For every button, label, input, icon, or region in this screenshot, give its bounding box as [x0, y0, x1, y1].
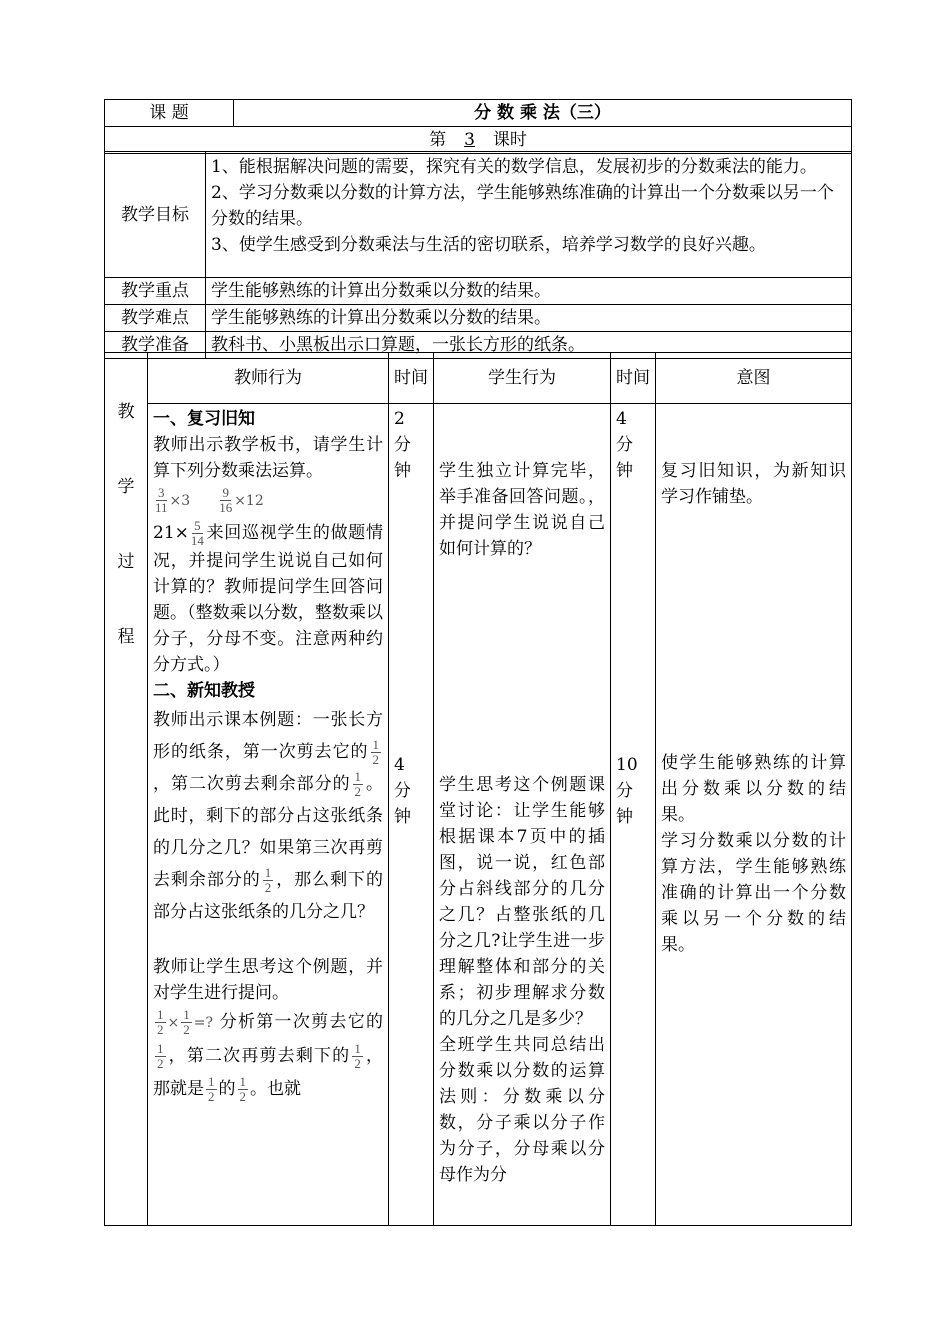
session-number: 3 [464, 130, 475, 150]
topic-label: 课 题 [105, 100, 234, 127]
time2a-line2: 分 [616, 435, 633, 455]
teacher-header: 教师行为 [148, 353, 389, 404]
frac-num: 3 [158, 485, 165, 500]
preparation-label: 教学准备 [105, 332, 206, 359]
time2-cell [611, 404, 656, 1226]
section1-title: 一、复习旧知 [153, 409, 255, 429]
difficulty-content: 学生能够熟练的计算出分数乘以分数的结果。 [206, 305, 852, 332]
objective-3: 3、使学生感受到分数乘法与生活的密切联系，培养学习数学的良好兴趣。 [211, 235, 766, 255]
frac-num: 5 [194, 518, 201, 533]
time1b-line1: 4 [394, 755, 405, 775]
frac-den: 2 [157, 1022, 164, 1037]
section2-f: 分析第一次剪去它的 [219, 1012, 384, 1032]
frac-num: 1 [354, 1041, 361, 1056]
frac-den: 2 [208, 1089, 215, 1104]
expr2-op: ×12 [234, 493, 264, 509]
lesson-title: 分 数 乘 法（三） [234, 100, 852, 127]
intent-header: 意图 [656, 353, 852, 404]
time2a-line1: 4 [616, 409, 627, 429]
intent-cell [656, 404, 852, 1226]
fraction-3-11 [155, 486, 168, 515]
spacer [153, 928, 383, 954]
section2-h: ，那就是 [153, 1046, 384, 1099]
spacer [661, 406, 846, 458]
difficulty-label: 教学难点 [105, 305, 206, 332]
intent-a: 复习旧知识，为新知识学习作铺垫。 [661, 461, 846, 507]
expr3-prefix: 21× [153, 523, 189, 543]
time1a-line2: 分 [394, 435, 411, 455]
frac-den: 16 [219, 500, 233, 515]
objectives-content [206, 152, 852, 278]
section2-h-mid: 的 [218, 1079, 236, 1099]
fraction-half [155, 1008, 166, 1037]
equals-op: =? [193, 1015, 213, 1031]
spacer [439, 562, 605, 772]
key-point-label: 教学重点 [105, 278, 206, 305]
fraction-half [181, 1008, 192, 1037]
time1a-line1: 2 [394, 409, 405, 429]
session-prefix: 第 [429, 130, 447, 150]
time2b-line3: 钟 [616, 807, 633, 827]
section2-a: 教师出示课本例题：一张长方形的纸条，第一次剪去它的 [153, 710, 383, 762]
spacer [394, 484, 428, 752]
time2-header: 时间 [611, 353, 656, 404]
student-b: 学生思考这个例题课堂讨论：让学生能够根据课本7页中的插图，说一说，红色部分占斜线部分的几分之几？占整张纸的几分之几?让学生进一步理解整体和部分的关系；初步理解求分数的几分之几是多少？ [439, 775, 605, 1029]
frac-den: 2 [354, 784, 362, 799]
fraction-half [263, 866, 274, 895]
section1-text: 来回巡视学生的做题情况，并提问学生说说自己如何计算的？教师提问学生回答问题。（整数乘以分数，整数乘以分子，分母不变。注意两种约分方式。） [153, 523, 383, 675]
section2-analysis [153, 1006, 383, 1106]
fraction-half [155, 1042, 166, 1071]
fraction-5-14 [191, 519, 204, 548]
frac-num: 1 [354, 769, 362, 784]
time2b-line1: 10 [616, 755, 638, 775]
fraction-half [371, 738, 382, 767]
fraction-half [352, 1042, 363, 1071]
session-row [105, 127, 852, 154]
header-table [104, 99, 852, 154]
side-char-3: 过 [117, 552, 135, 572]
student-a: 学生独立计算完毕，举手准备回答问题。，并提问学生说说自己如何计算的？ [439, 461, 605, 559]
expr1-op: ×3 [169, 493, 191, 509]
section2-d: ，那么剩下的部分占这张纸条的几分之几？ [153, 870, 383, 922]
fraction-9-16 [219, 486, 232, 515]
time1b-line2: 分 [394, 781, 411, 801]
side-char-2: 学 [117, 477, 135, 497]
frac-den: 14 [190, 533, 204, 548]
section2-b: ，第二次剪去剩余部分的 [153, 774, 351, 794]
frac-den: 2 [354, 1056, 361, 1071]
time1-cell [389, 404, 434, 1226]
spacer [439, 406, 605, 458]
section2-title: 二、新知教授 [153, 681, 255, 701]
section2-g: ，第二次再剪去剩下的 [167, 1046, 351, 1066]
frac-den: 2 [372, 752, 379, 767]
student-header: 学生行为 [434, 353, 611, 404]
fraction-half [238, 1075, 249, 1104]
section2-prompt: 教师让学生思考这个例题，并对学生进行提问。 [153, 957, 383, 1003]
fraction-half [353, 770, 364, 799]
side-char-1: 教 [117, 402, 135, 422]
side-char-4: 程 [117, 627, 135, 647]
frac-num: 1 [239, 1074, 246, 1089]
frac-den: 11 [155, 500, 168, 515]
fraction-half [206, 1075, 217, 1104]
section2-c: 。此时，剩下的部分占这张纸条的几分之几？如果第三次再剪去剩余部分的 [153, 774, 384, 890]
section2-example [153, 704, 383, 928]
spacer [661, 510, 846, 750]
section1-intro: 教师出示教学板书，请学生计算下列分数乘法运算。 [153, 435, 383, 481]
student-cell [434, 404, 611, 1226]
time1a-line3: 钟 [394, 461, 411, 481]
frac-num: 9 [222, 485, 229, 500]
student-c: 全班学生共同总结出分数乘以分数的运算法则：分数乘以分数，分子乘以分子作为分子，分母乘以分母作为分 [439, 1035, 605, 1185]
frac-den: 2 [157, 1056, 164, 1071]
frac-num: 1 [208, 1074, 215, 1089]
frac-den: 2 [183, 1022, 190, 1037]
frac-num: 1 [372, 737, 379, 752]
process-table [104, 352, 852, 1226]
process-side-label [105, 353, 148, 1226]
intent-b: 使学生能够熟练的计算出分数乘以分数的结果。 [661, 753, 846, 825]
objective-1: 1、能根据解决问题的需要，探究有关的数学信息，发展初步的分数乘法的能力。 [211, 157, 817, 177]
frac-num: 1 [157, 1041, 164, 1056]
frac-den: 2 [239, 1089, 246, 1104]
preparation-content: 教科书、小黑板出示口算题，一张长方形的纸条。 [206, 332, 852, 359]
time1-header: 时间 [389, 353, 434, 404]
objectives-label: 教学目标 [105, 152, 206, 278]
info-table [104, 151, 852, 359]
section2-i: 。也就 [250, 1079, 301, 1099]
spacer [616, 484, 650, 752]
times-op: × [167, 1015, 180, 1031]
frac-num: 1 [183, 1007, 190, 1022]
frac-num: 1 [157, 1007, 164, 1022]
objective-2: 2、学习分数乘以分数的计算方法，学生能够熟练准确的计算出一个分数乘以另一个分数的结果。 [211, 183, 834, 229]
time2b-line2: 分 [616, 781, 633, 801]
intent-c: 学习分数乘以分数的计算方法，学生能够熟练准确的计算出一个分数乘以另一个分数的结果。 [661, 831, 846, 955]
time1b-line3: 钟 [394, 807, 411, 827]
frac-den: 2 [264, 880, 272, 895]
teacher-cell [148, 404, 389, 1226]
section1-body [153, 519, 383, 678]
time2a-line3: 钟 [616, 461, 633, 481]
key-point-content: 学生能够熟练的计算出分数乘以分数的结果。 [206, 278, 852, 305]
session-suffix: 课时 [492, 130, 527, 150]
frac-num: 1 [264, 865, 272, 880]
review-expressions [153, 486, 383, 515]
